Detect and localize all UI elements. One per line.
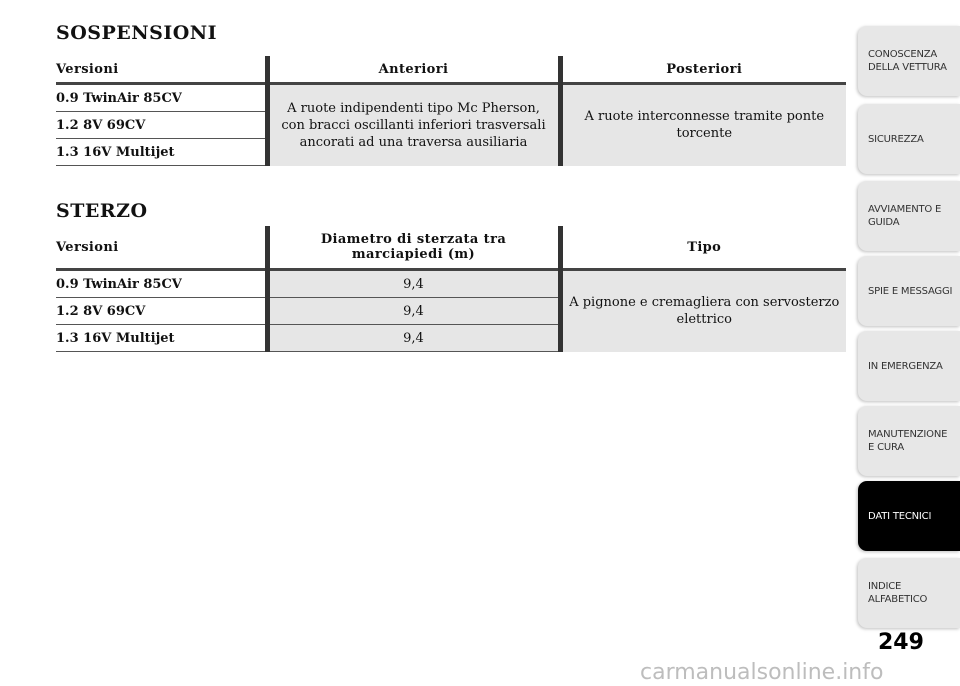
tab-label: INDICE ALFABETICO bbox=[868, 581, 928, 605]
tab-label: CONOSCENZA DELLA VETTURA bbox=[868, 49, 947, 73]
table-header-row bbox=[56, 226, 846, 270]
table-row bbox=[56, 270, 846, 298]
column-header-rear: Posteriori bbox=[560, 56, 846, 84]
rear-suspension-cell: A ruote interconnesse tramite ponte torcente bbox=[560, 84, 846, 166]
tab-conoscenza-della-vettura[interactable] bbox=[858, 26, 960, 96]
version-cell: 0.9 TwinAir 85CV bbox=[56, 84, 267, 112]
steering-title: STERZO bbox=[56, 200, 148, 222]
diameter-cell: 9,4 bbox=[267, 270, 560, 298]
version-cell: 1.2 8V 69CV bbox=[56, 298, 267, 325]
tab-manutenzione-e-cura[interactable] bbox=[858, 406, 960, 476]
tab-label: SICUREZZA bbox=[868, 133, 924, 145]
tab-label: SPIE E MESSAGGI bbox=[868, 285, 953, 297]
steering-table bbox=[56, 226, 846, 352]
table-row bbox=[56, 84, 846, 112]
tab-label: DATI TECNICI bbox=[868, 510, 932, 522]
watermark: carmanualsonline.info bbox=[640, 660, 884, 685]
tab-spie-e-messaggi[interactable] bbox=[858, 256, 960, 326]
column-header-versions: Versioni bbox=[56, 226, 267, 270]
table-header-row bbox=[56, 56, 846, 84]
version-cell: 1.3 16V Multijet bbox=[56, 325, 267, 352]
version-cell: 1.2 8V 69CV bbox=[56, 112, 267, 139]
tab-dati-tecnici[interactable] bbox=[858, 481, 960, 551]
tab-label: AVVIAMENTO E GUIDA bbox=[868, 204, 942, 228]
page-number: 249 bbox=[878, 630, 924, 655]
tab-indice-alfabetico[interactable] bbox=[858, 558, 960, 628]
tab-avviamento-e-guida[interactable] bbox=[858, 181, 960, 251]
tab-label: IN EMERGENZA bbox=[868, 360, 943, 372]
tab-in-emergenza[interactable] bbox=[858, 331, 960, 401]
column-header-diameter: Diametro di sterzata tra marciapiedi (m) bbox=[267, 226, 560, 270]
diameter-cell: 9,4 bbox=[267, 298, 560, 325]
column-header-front: Anteriori bbox=[267, 56, 560, 84]
tab-sicurezza[interactable] bbox=[858, 104, 960, 174]
version-cell: 1.3 16V Multijet bbox=[56, 139, 267, 166]
tab-label: MANUTENZIONE E CURA bbox=[868, 429, 948, 453]
version-cell: 0.9 TwinAir 85CV bbox=[56, 270, 267, 298]
steering-type-cell: A pignone e cremagliera con servosterzo elettrico bbox=[560, 270, 846, 352]
column-header-versions: Versioni bbox=[56, 56, 267, 84]
suspension-title: SOSPENSIONI bbox=[56, 22, 218, 44]
front-suspension-cell: A ruote indipendenti tipo Mc Pherson, con bracci oscillanti inferiori trasversali ancorati ad una traversa ausiliaria bbox=[267, 84, 560, 166]
suspension-table bbox=[56, 56, 846, 166]
column-header-type: Tipo bbox=[560, 226, 846, 270]
diameter-cell: 9,4 bbox=[267, 325, 560, 352]
